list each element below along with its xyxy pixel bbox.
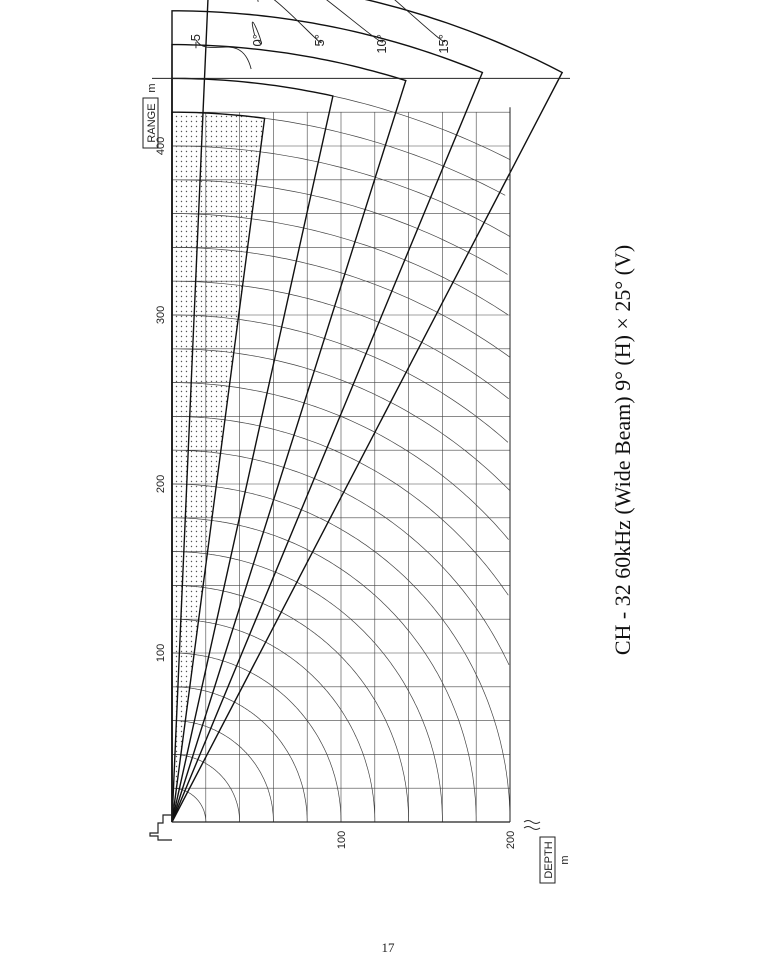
depth-axis-label: DEPTH [543,841,555,879]
range-circle [172,653,341,822]
depth-axis-unit: m [559,855,571,865]
depth-tick-label: 100 [336,830,348,850]
page-number: 17 [381,940,395,955]
beam-series-label: 0° [250,34,265,47]
beam-label-leader [196,40,251,69]
range-circle [172,518,476,822]
range-circle [172,585,409,822]
range-tick-label: 300 [155,305,167,325]
range-tick-label: 100 [155,643,167,663]
range-circle [172,450,509,665]
range-axis-unit: m [146,83,158,93]
beam-series-label: 15° [436,34,451,54]
range-tick-label: 400 [155,136,167,156]
depth-tick-label: 200 [505,830,517,850]
range-circle [172,721,273,822]
range-circle [314,92,510,159]
ship-icon [150,815,172,840]
beam-series-label: 10° [374,34,389,54]
beam-wedges [172,0,562,822]
chart-title: CH - 32 60kHz (Wide Beam) 9° (H) × 25° (V) [610,244,635,656]
beam-series-label: 5° [312,34,327,47]
axis-break-mark [524,821,540,830]
range-tick-label: 200 [155,474,167,494]
beam-series-label: +5 [188,34,203,49]
range-axis-label: RANGE [146,103,158,143]
